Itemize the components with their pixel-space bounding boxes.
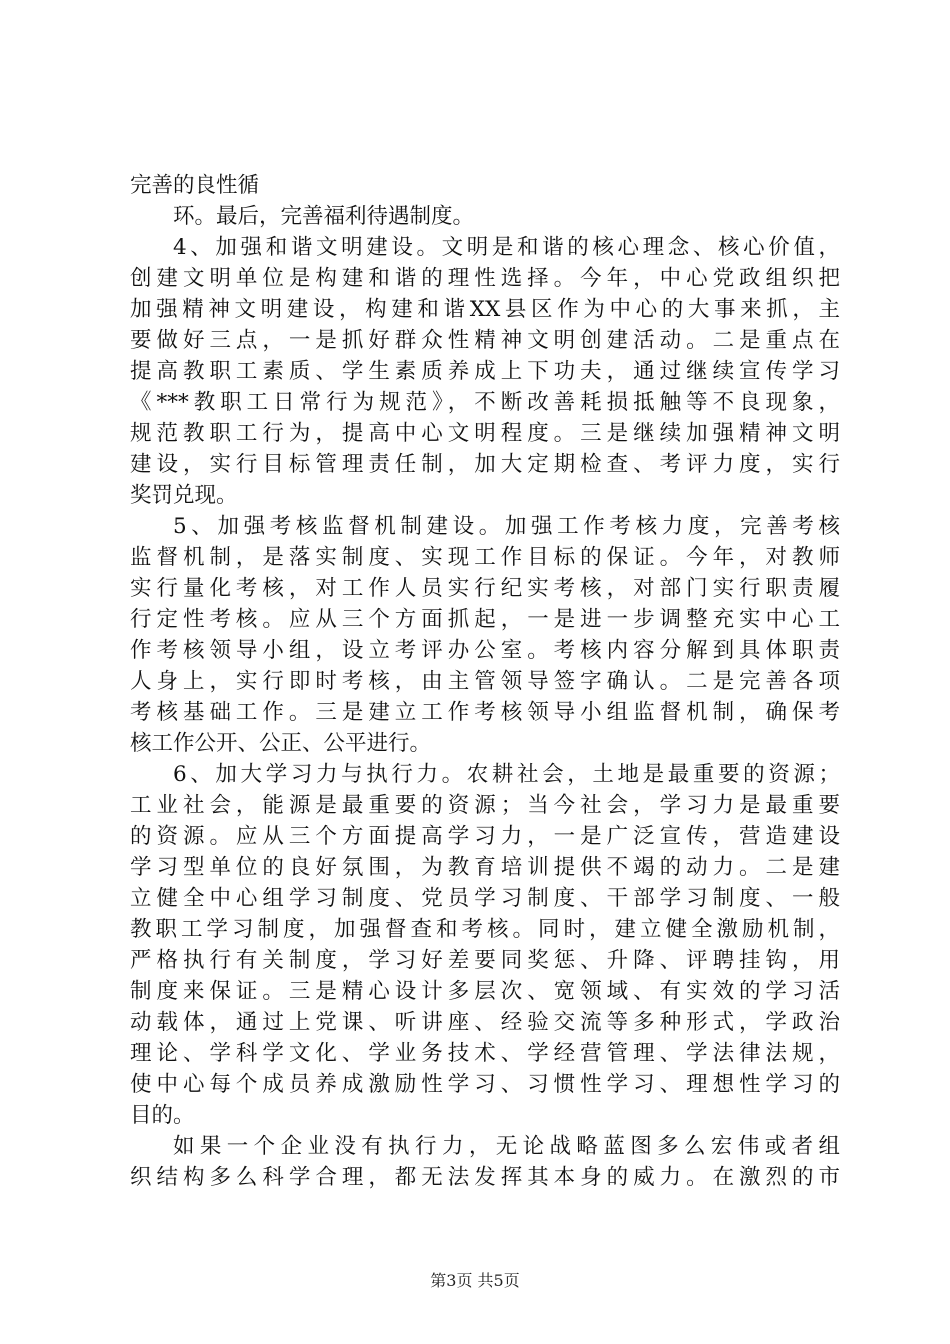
- text-line: 加强精神文明建设，构建和谐XX县区作为中心的大事来抓，主: [130, 297, 840, 322]
- text-line: 目的。: [130, 1103, 195, 1128]
- text-line: 工业社会，能源是最重要的资源；当今社会，学习力是最重要: [130, 793, 840, 818]
- text-line: 作考核领导小组，设立考评办公室。考核内容分解到具体职责: [130, 638, 840, 663]
- text-line: 要做好三点，一是抓好群众性精神文明创建活动。二是重点在: [130, 328, 840, 353]
- text-line: 《***教职工日常行为规范》，不断改善耗损抵触等不良现象，: [130, 390, 840, 415]
- text-line: 完善的良性循: [130, 173, 260, 198]
- text-line: 奖罚兑现。: [130, 483, 238, 508]
- text-line: 立健全中心组学习制度、党员学习制度、干部学习制度、一般: [130, 886, 840, 911]
- text-line: 规范教职工行为，提高中心文明程度。三是继续加强精神文明: [130, 421, 840, 446]
- text-line: 学习型单位的良好氛围，为教育培训提供不竭的动力。二是建: [130, 855, 840, 880]
- text-line: 动载体，通过上党课、听讲座、经验交流等多种形式，学政治: [130, 1010, 840, 1035]
- text-line: 使中心每个成员养成激励性学习、习惯性学习、理想性学习的: [130, 1072, 840, 1097]
- page-number-footer: 第3页 共5页: [430, 1271, 520, 1290]
- text-line: 监督机制，是落实制度、实现工作目标的保证。今年，对教师: [130, 545, 840, 570]
- text-line: 5、加强考核监督机制建设。加强工作考核力度，完善考核: [173, 514, 840, 539]
- text-line: 建设，实行目标管理责任制，加大定期检查、考评力度，实行: [130, 452, 840, 477]
- text-line: 如果一个企业没有执行力，无论战略蓝图多么宏伟或者组: [173, 1134, 840, 1159]
- text-line: 人身上，实行即时考核，由主管领导签字确认。二是完善各项: [130, 669, 840, 694]
- text-line: 4、加强和谐文明建设。文明是和谐的核心理念、核心价值，: [173, 235, 840, 260]
- text-line: 制度来保证。三是精心设计多层次、宽领域、有实效的学习活: [130, 979, 840, 1004]
- text-line: 6、加大学习力与执行力。农耕社会，土地是最重要的资源；: [173, 762, 840, 787]
- text-line: 理论、学科学文化、学业务技术、学经营管理、学法律法规，: [130, 1041, 840, 1066]
- document-body: [130, 170, 840, 1193]
- text-line: 教职工学习制度，加强督查和考核。同时，建立健全激励机制，: [130, 917, 840, 942]
- text-line: 行定性考核。应从三个方面抓起，一是进一步调整充实中心工: [130, 607, 840, 632]
- text-line: 织结构多么科学合理，都无法发挥其本身的威力。在激烈的市: [130, 1165, 840, 1190]
- text-line: 实行量化考核，对工作人员实行纪实考核，对部门实行职责履: [130, 576, 840, 601]
- text-line: 核工作公开、公正、公平进行。: [130, 731, 432, 756]
- text-line: 严格执行有关制度，学习好差要同奖惩、升降、评聘挂钩，用: [130, 948, 840, 973]
- text-line: 创建文明单位是构建和谐的理性选择。今年，中心党政组织把: [130, 266, 840, 291]
- text-line: 提高教职工素质、学生素质养成上下功夫，通过继续宣传学习: [130, 359, 840, 384]
- text-line: 的资源。应从三个方面提高学习力，一是广泛宣传，营造建设: [130, 824, 840, 849]
- text-line: 环。最后，完善福利待遇制度。: [173, 204, 475, 229]
- text-line: 考核基础工作。三是建立工作考核领导小组监督机制，确保考: [130, 700, 840, 725]
